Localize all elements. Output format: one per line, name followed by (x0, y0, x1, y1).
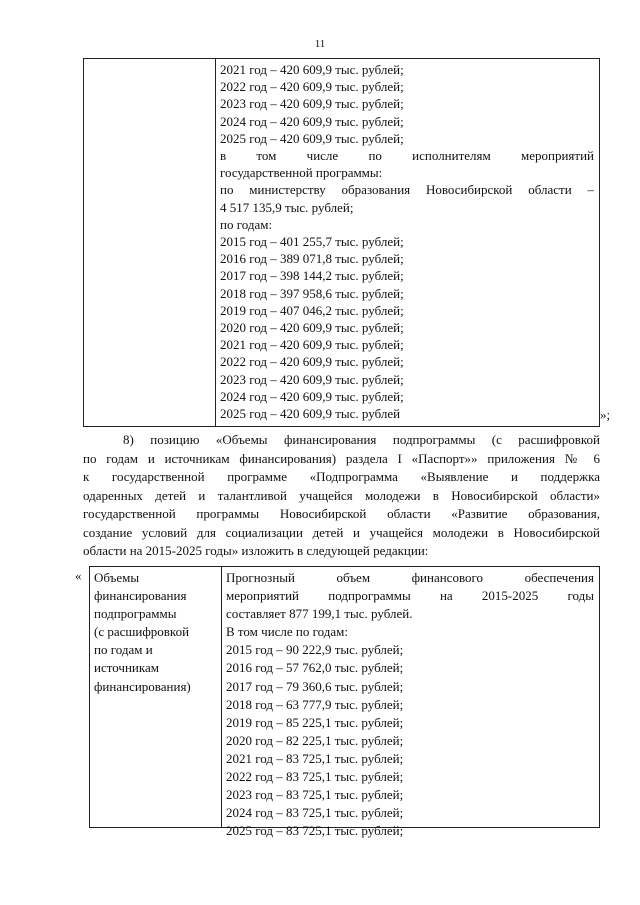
label-line: по годам и (94, 642, 153, 658)
label-line: подпрограммы (94, 606, 177, 622)
subprogram-funding-table (89, 566, 600, 839)
year-line-2020: 2020 год – 82 225,1 тыс. рублей; (226, 732, 404, 748)
amendment-paragraph (83, 431, 600, 561)
ministry-year-line-2015: 2015 год – 401 255,7 тыс. рублей; (220, 234, 404, 250)
by-years-label: В том числе по годам: (226, 624, 348, 640)
ministry-line: по министерству образования Новосибирской области – (220, 182, 594, 198)
year-line-2024: 2024 год – 420 609,9 тыс. рублей; (220, 113, 404, 129)
year-line-2016: 2016 год – 57 762,0 тыс. рублей; (226, 660, 404, 676)
forecast-total-line: составляет 877 199,1 тыс. рублей. (226, 606, 413, 622)
year-line-2017: 2017 год – 79 360,6 тыс. рублей; (226, 678, 404, 694)
label-line: финансирования) (94, 678, 191, 694)
year-line-2025: 2025 год – 83 725,1 тыс. рублей; (226, 823, 404, 839)
paragraph-line: создание условий для социализации детей и учащейся молодежи в Новосибирской (83, 524, 600, 540)
year-line-2025: 2025 год – 420 609,9 тыс. рублей; (220, 130, 404, 146)
label-line: (с расшифровкой (94, 624, 190, 640)
ministry-year-line-2025: 2025 год – 420 609,9 тыс. рублей (220, 406, 401, 422)
funding-value-cell (226, 569, 594, 840)
paragraph-line: к государственной программе «Подпрограмма «Выявление и поддержка (83, 469, 600, 484)
opening-quote: « (75, 568, 82, 583)
label-line: Объемы (94, 570, 140, 585)
column-divider (221, 567, 222, 827)
funding-details-cell (220, 61, 594, 422)
paragraph-line: по годам и источникам финансирования) раздела I «Паспорт»» приложения № 6 (83, 450, 600, 466)
ministry-year-line-2020: 2020 год – 420 609,9 тыс. рублей; (220, 320, 404, 336)
page-number: 11 (314, 38, 326, 50)
year-line-2024: 2024 год – 83 725,1 тыс. рублей; (226, 805, 404, 821)
year-line-2021: 2021 год – 420 609,9 тыс. рублей; (220, 62, 404, 77)
paragraph-line: одаренных детей и талантливой учащейся молодежи в Новосибирской области» (83, 487, 600, 503)
label-cell (94, 569, 219, 696)
year-line-2022: 2022 год – 83 725,1 тыс. рублей; (226, 769, 404, 785)
paragraph-line: области на 2015-2025 годы» изложить в следующей редакции: (83, 543, 429, 558)
ministry-year-line-2016: 2016 год – 389 071,8 тыс. рублей; (220, 251, 404, 267)
by-years-label: по годам: (220, 216, 273, 232)
closing-quote: »; (600, 407, 611, 422)
ministry-year-line-2024: 2024 год – 420 609,9 тыс. рублей; (220, 388, 404, 404)
funding-table-continuation (83, 58, 600, 427)
paragraph-line: 8) позицию «Объемы финансирования подпрограммы (с расшифровкой (123, 432, 600, 447)
ministry-total-line: 4 517 135,9 тыс. рублей; (220, 199, 354, 215)
column-divider (215, 59, 216, 426)
ministry-year-line-2018: 2018 год – 397 958,6 тыс. рублей; (220, 285, 404, 301)
year-line-2023: 2023 год – 83 725,1 тыс. рублей; (226, 787, 404, 803)
ministry-year-line-2017: 2017 год – 398 144,2 тыс. рублей; (220, 268, 404, 284)
year-line-2015: 2015 год – 90 222,9 тыс. рублей; (226, 642, 404, 658)
ministry-year-line-2023: 2023 год – 420 609,9 тыс. рублей; (220, 371, 404, 387)
year-line-2018: 2018 год – 63 777,9 тыс. рублей; (226, 696, 404, 712)
ministry-year-line-2019: 2019 год – 407 046,2 тыс. рублей; (220, 302, 404, 318)
label-line: финансирования (94, 588, 187, 604)
year-line-2022: 2022 год – 420 609,9 тыс. рублей; (220, 79, 404, 95)
year-line-2021: 2021 год – 83 725,1 тыс. рублей; (226, 750, 404, 766)
executors-intro-line: в том числе по исполнителям мероприятий (220, 148, 594, 164)
label-line: источникам (94, 660, 159, 676)
executors-intro-line-2: государственной программы: (220, 165, 383, 181)
ministry-year-line-2022: 2022 год – 420 609,9 тыс. рублей; (220, 354, 404, 370)
year-line-2023: 2023 год – 420 609,9 тыс. рублей; (220, 96, 404, 112)
ministry-year-line-2021: 2021 год – 420 609,9 тыс. рублей; (220, 337, 404, 353)
paragraph-line: государственной программы Новосибирской области «Развитие образования, (83, 506, 600, 521)
forecast-line: Прогнозный объем финансового обеспечения (226, 570, 594, 585)
forecast-line: мероприятий подпрограммы на 2015-2025 годы (226, 588, 594, 604)
year-line-2019: 2019 год – 85 225,1 тыс. рублей; (226, 714, 404, 730)
